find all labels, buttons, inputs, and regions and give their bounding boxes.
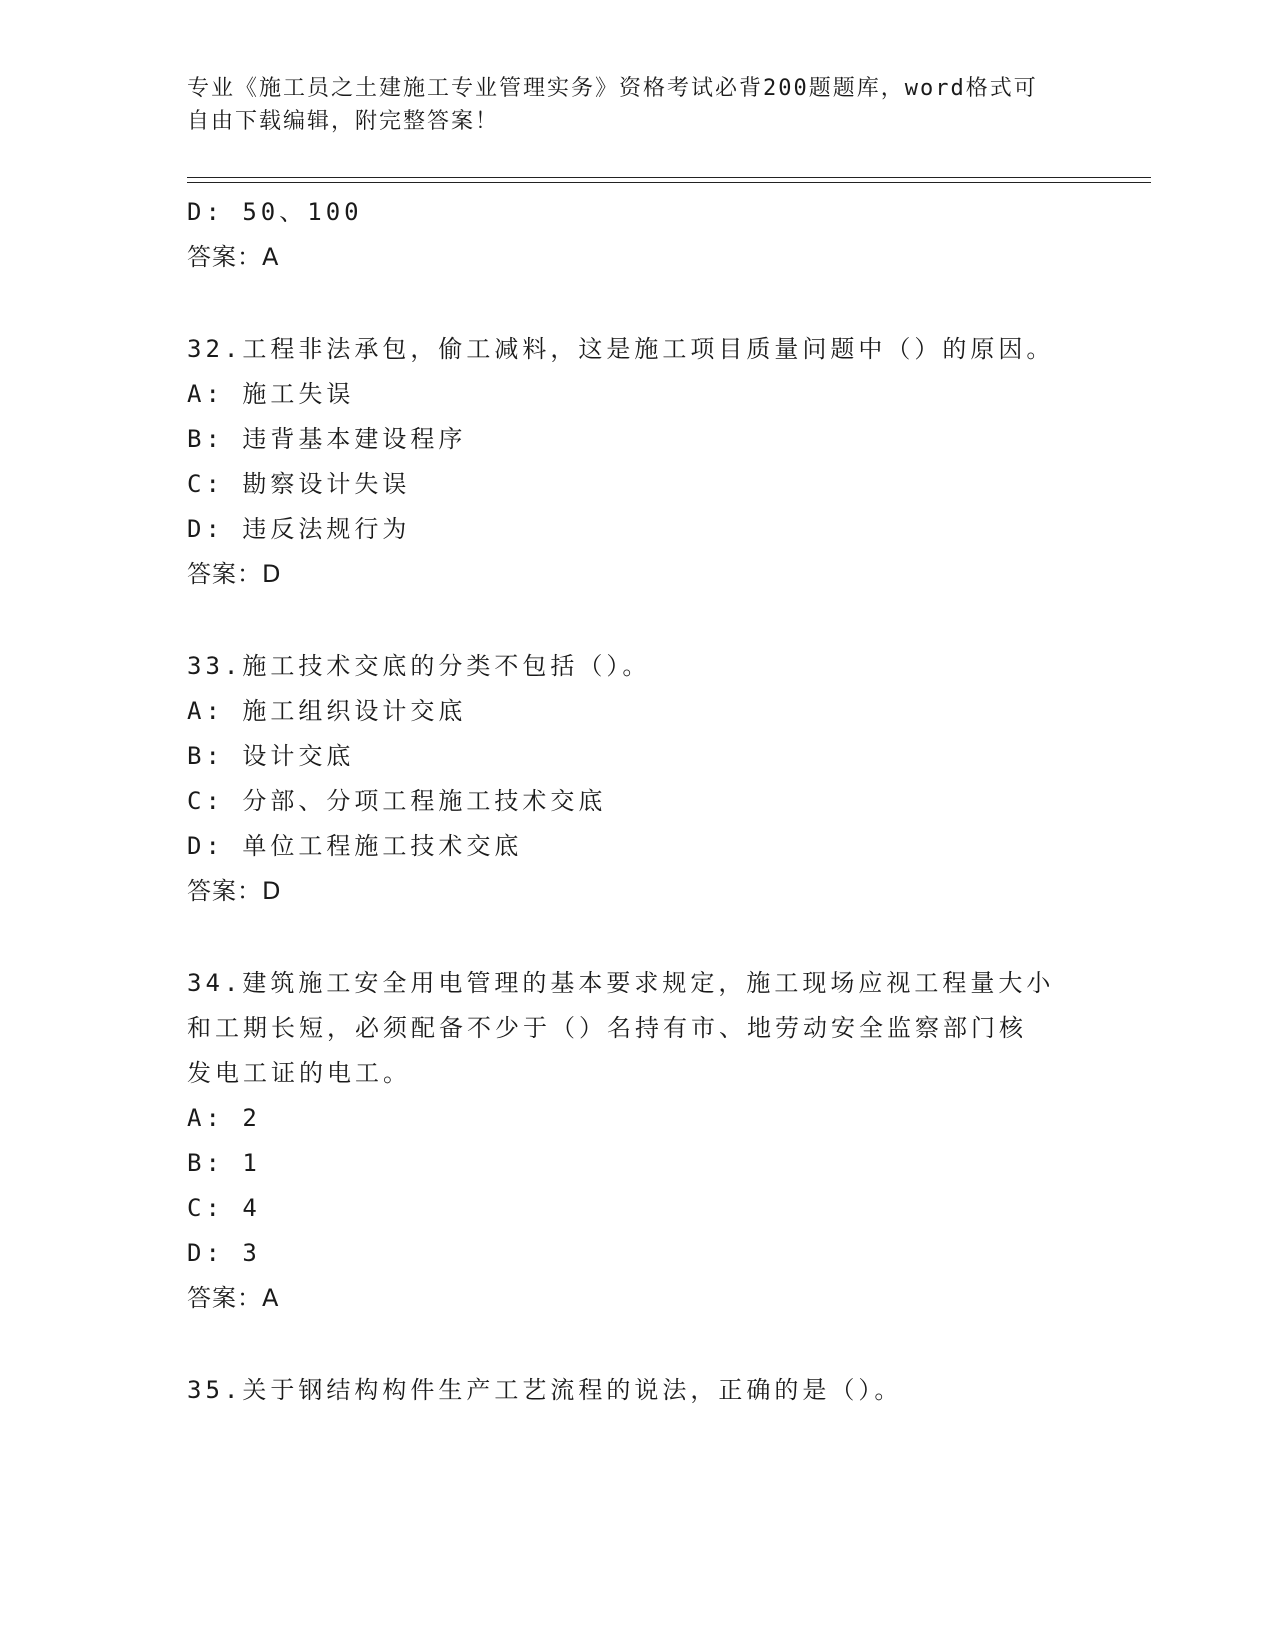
question-list	[187, 190, 1087, 1413]
question-34-option-c: C: 4	[187, 1194, 261, 1222]
question-34-stem-line-2: 和工期长短，必须配备不少于（）名持有市、地劳动安全监察部门核	[187, 1014, 1027, 1042]
question-34-option-b: B: 1	[187, 1149, 261, 1177]
question-32-option-a: A: 施工失误	[187, 380, 355, 408]
header-divider-bottom	[187, 182, 1151, 183]
question-34-stem-line-3: 发电工证的电工。	[187, 1059, 411, 1087]
prev-answer: 答案：A	[187, 243, 280, 271]
question-32-stem: 32.工程非法承包，偷工减料，这是施工项目质量问题中（）的原因。	[187, 335, 1055, 363]
question-33-option-d: D: 单位工程施工技术交底	[187, 832, 523, 860]
question-33-answer: 答案：D	[187, 877, 282, 905]
document-header	[187, 72, 1067, 138]
question-33-option-c: C: 分部、分项工程施工技术交底	[187, 787, 607, 815]
question-34-answer: 答案：A	[187, 1284, 280, 1312]
question-32-option-b: B: 违背基本建设程序	[187, 425, 467, 453]
question-33-stem: 33.施工技术交底的分类不包括（）。	[187, 652, 651, 680]
question-34-option-d: D: 3	[187, 1239, 261, 1267]
header-line-2: 自由下载编辑，附完整答案！	[187, 109, 500, 134]
question-32-answer: 答案：D	[187, 560, 282, 588]
question-34-stem-line-1: 34.建筑施工安全用电管理的基本要求规定，施工现场应视工程量大小	[187, 969, 1055, 997]
question-34-option-a: A: 2	[187, 1104, 261, 1132]
question-32-option-c: C: 勘察设计失误	[187, 470, 411, 498]
question-33-option-a: A: 施工组织设计交底	[187, 697, 467, 725]
header-divider-top	[187, 177, 1151, 178]
question-35-stem: 35.关于钢结构构件生产工艺流程的说法，正确的是（）。	[187, 1376, 903, 1404]
question-33-option-b: B: 设计交底	[187, 742, 355, 770]
question-32-option-d: D: 违反法规行为	[187, 515, 411, 543]
header-line-1: 专业《施工员之土建施工专业管理实务》资格考试必背200题题库，word格式可	[187, 76, 1038, 101]
prev-option-d: D: 50、100	[187, 198, 363, 226]
